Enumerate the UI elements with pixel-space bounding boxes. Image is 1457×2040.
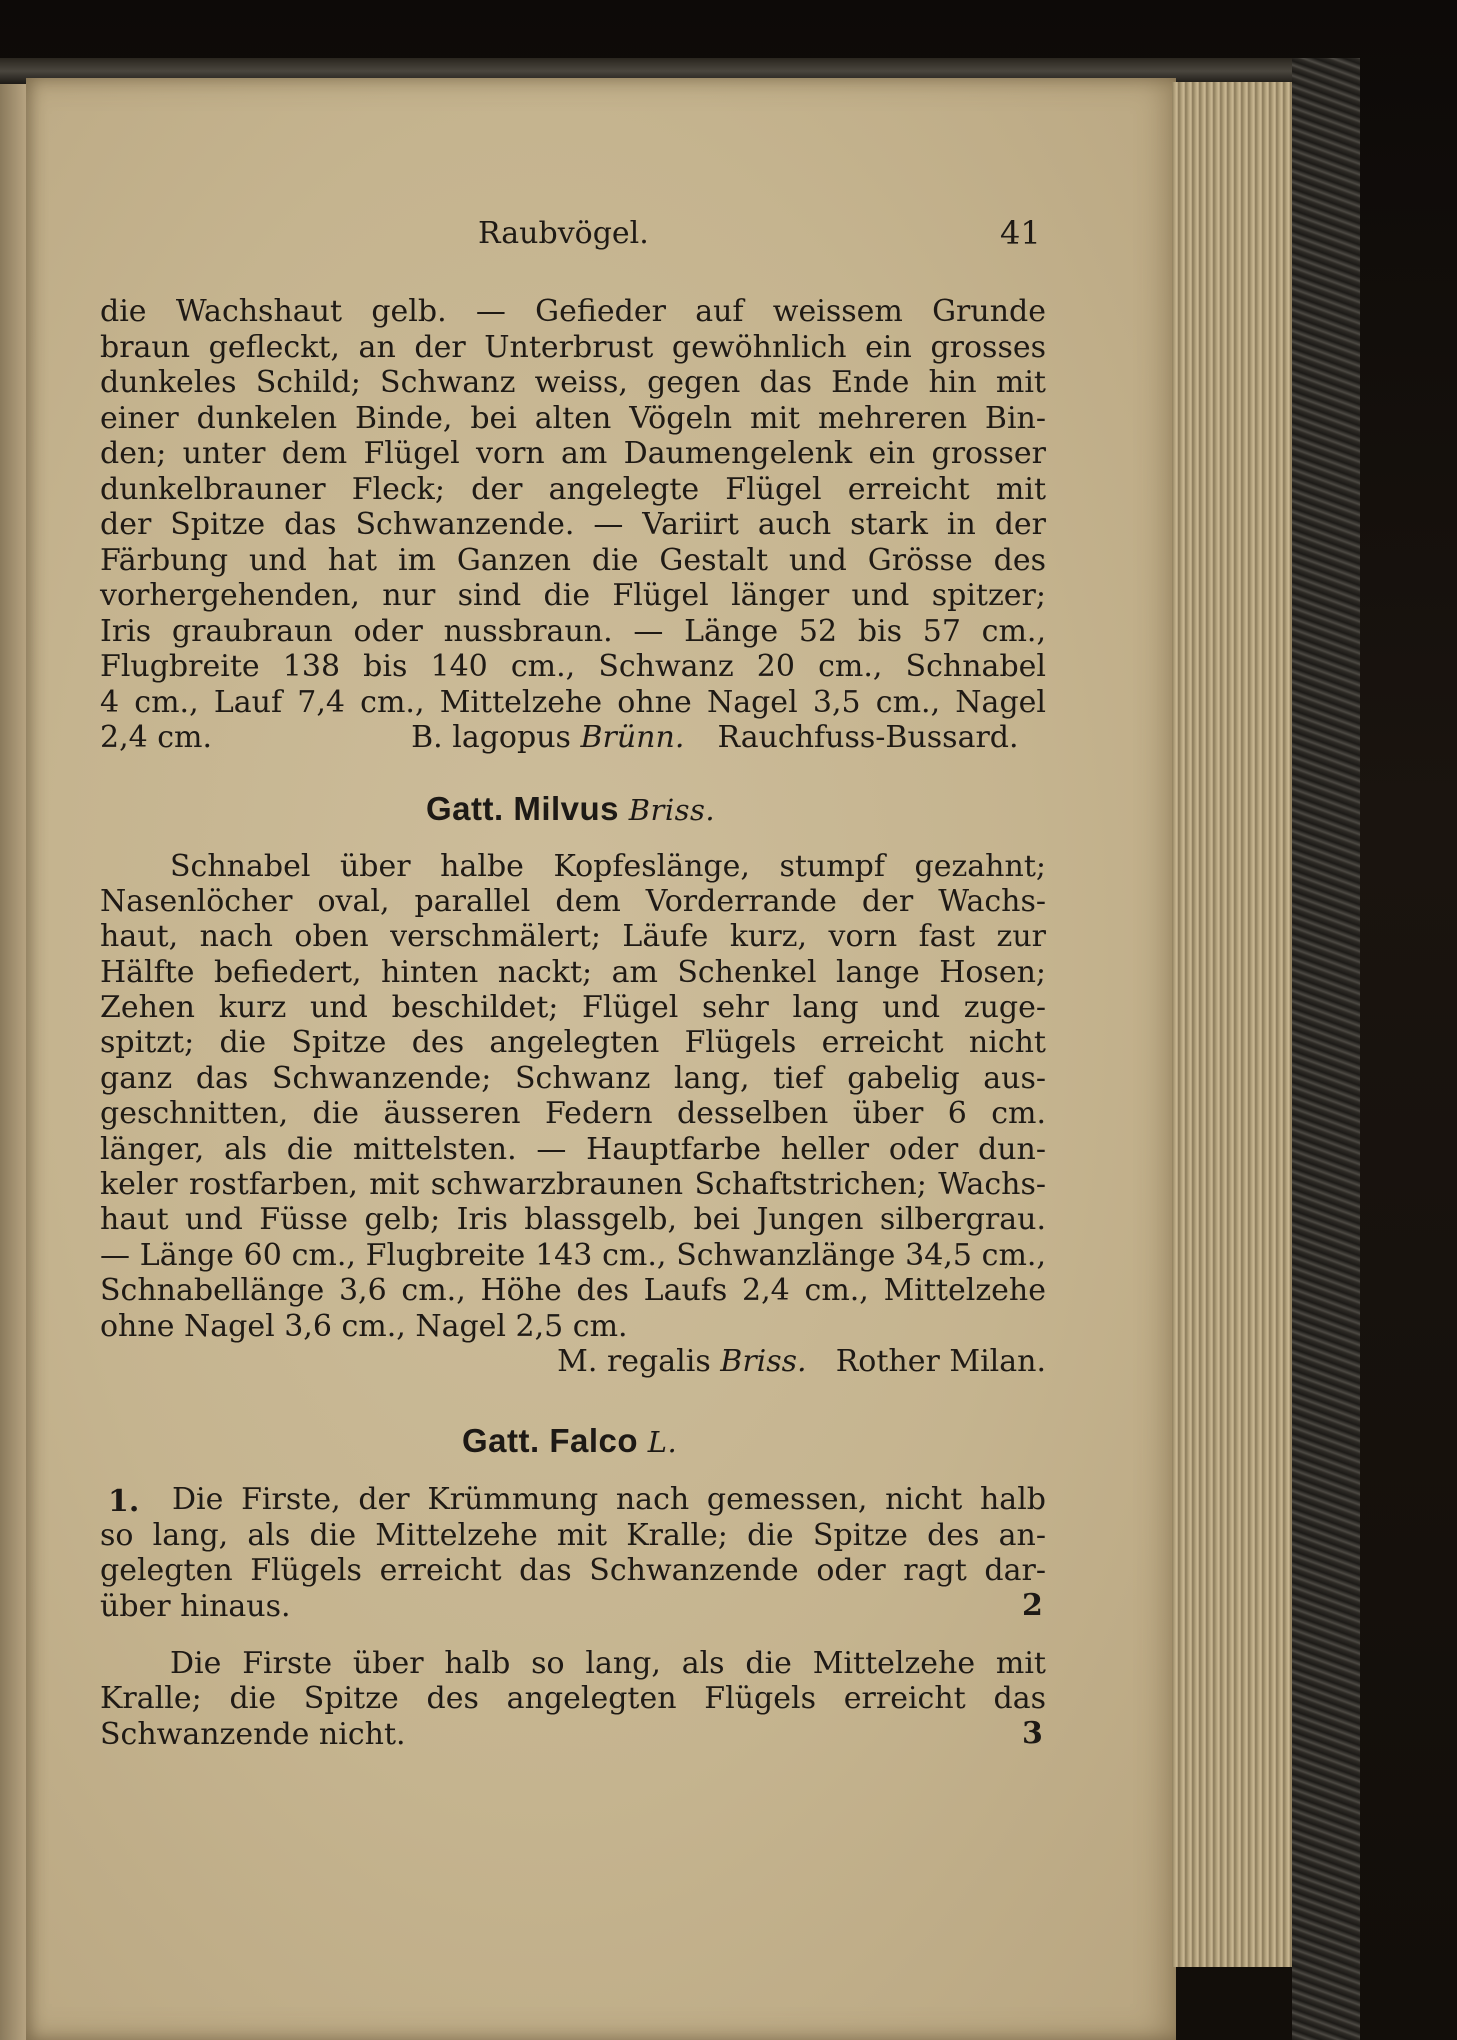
text-line: Schnabellänge 3,6 cm., Höhe des Laufs 2,4 cm., Mittelzehe bbox=[100, 1273, 1046, 1308]
text-line: gelegten Flügels erreicht das Schwanzende oder ragt dar- bbox=[100, 1553, 1046, 1588]
text-line: Flugbreite 138 bis 140 cm., Schwanz 20 cm., Schnabel bbox=[100, 649, 1046, 684]
text-line: vorhergehenden, nur sind die Flügel länger und spitzer; bbox=[100, 578, 1046, 613]
text-line: so lang, als die Mittelzehe mit Kralle; die Spitze des an- bbox=[100, 1518, 1046, 1553]
text-line: Die Firste über halb so lang, als die Mittelzehe mit bbox=[170, 1646, 1046, 1681]
key-reference: 2 bbox=[1022, 1588, 1043, 1623]
text-line: haut, nach oben verschmälert; Läufe kurz, vorn fast zur bbox=[100, 919, 1046, 954]
text-line: 4 cm., Lauf 7,4 cm., Mittelzehe ohne Nagel 3,5 cm., Nagel bbox=[100, 685, 1046, 720]
text-line: über hinaus. bbox=[100, 1589, 291, 1624]
text-line: Die Firste, der Krümmung nach gemessen, nicht halb bbox=[172, 1482, 1046, 1517]
page-edges bbox=[1172, 82, 1295, 1967]
species-common-name: Rother Milan. bbox=[835, 1344, 1046, 1379]
measurement: 2,4 cm. bbox=[100, 720, 213, 755]
text-line: keler rostfarben, mit schwarzbraunen Schaftstrichen; Wachs- bbox=[100, 1167, 1046, 1202]
genus-heading-falco bbox=[462, 1422, 677, 1460]
text-line: — Länge 60 cm., Flugbreite 143 cm., Schwanzlänge 34,5 cm., bbox=[100, 1238, 1046, 1273]
book-cover bbox=[1292, 58, 1360, 2040]
text-line: ganz das Schwanzende; Schwanz lang, tief gabelig aus- bbox=[100, 1061, 1046, 1096]
page-number: 41 bbox=[1000, 214, 1041, 252]
text-line: Schwanzende nicht. bbox=[100, 1717, 406, 1752]
genus-label: Gatt. Milvus bbox=[426, 790, 620, 827]
text-line: Iris graubraun oder nussbraun. — Länge 52 bis 57 cm., bbox=[100, 614, 1046, 649]
text-line: einer dunkelen Binde, bei alten Vögeln mit mehreren Bin- bbox=[100, 401, 1046, 436]
key-number: 1. bbox=[108, 1484, 140, 1519]
genus-label: Gatt. Falco bbox=[462, 1422, 639, 1459]
text-line: länger, als die mittelsten. — Hauptfarbe heller oder dun- bbox=[100, 1132, 1046, 1167]
text-line: dunkeles Schild; Schwanz weiss, gegen das Ende hin mit bbox=[100, 365, 1046, 400]
text-line: dunkelbrauner Fleck; der angelegte Flügel erreicht mit bbox=[100, 472, 1046, 507]
text-line: Nasenlöcher oval, parallel dem Vorderrande der Wachs- bbox=[100, 884, 1046, 919]
species-line-regalis bbox=[100, 1343, 1046, 1381]
text-line: haut und Füsse gelb; Iris blassgelb, bei Jungen silbergrau. bbox=[100, 1202, 1046, 1237]
species-name: B. lagopus bbox=[411, 720, 571, 755]
species-common-name: Rauchfuss-Bussard. bbox=[717, 720, 1019, 755]
text-line: spitzt; die Spitze des angelegten Flügels erreicht nicht bbox=[100, 1025, 1046, 1060]
text-line: die Wachshaut gelb. — Gefieder auf weissem Grunde bbox=[100, 294, 1046, 329]
text-line: Zehen kurz und beschildet; Flügel sehr lang und zuge- bbox=[100, 990, 1046, 1025]
genus-heading-milvus bbox=[426, 790, 715, 828]
text-line: den; unter dem Flügel vorn am Daumengelenk ein grosser bbox=[100, 436, 1046, 471]
text-line: Kralle; die Spitze des angelegten Flügels erreicht das bbox=[100, 1681, 1046, 1716]
running-header: Raubvögel. bbox=[478, 216, 649, 251]
text-line: braun gefleckt, an der Unterbrust gewöhnlich ein grosses bbox=[100, 330, 1046, 365]
text-line: Hälfte befiedert, hinten nackt; am Schenkel lange Hosen; bbox=[100, 955, 1046, 990]
text-line: geschnitten, die äusseren Federn desselben über 6 cm. bbox=[100, 1096, 1046, 1131]
species-line-lagopus bbox=[100, 719, 1046, 757]
species-author: Brünn. bbox=[580, 720, 685, 755]
genus-author: Briss. bbox=[628, 793, 716, 827]
text-line: Färbung und hat im Ganzen die Gestalt und Grösse des bbox=[100, 543, 1046, 578]
text-line: der Spitze das Schwanzende. — Variirt auch stark in der bbox=[100, 507, 1046, 542]
key-reference: 3 bbox=[1022, 1716, 1043, 1751]
genus-author: L. bbox=[647, 1425, 678, 1459]
text-line: ohne Nagel 3,6 cm., Nagel 2,5 cm. bbox=[100, 1309, 628, 1344]
species-name: M. regalis bbox=[557, 1344, 711, 1379]
text-line: Schnabel über halbe Kopfeslänge, stumpf gezahnt; bbox=[170, 849, 1046, 884]
species-author: Briss. bbox=[720, 1344, 807, 1379]
